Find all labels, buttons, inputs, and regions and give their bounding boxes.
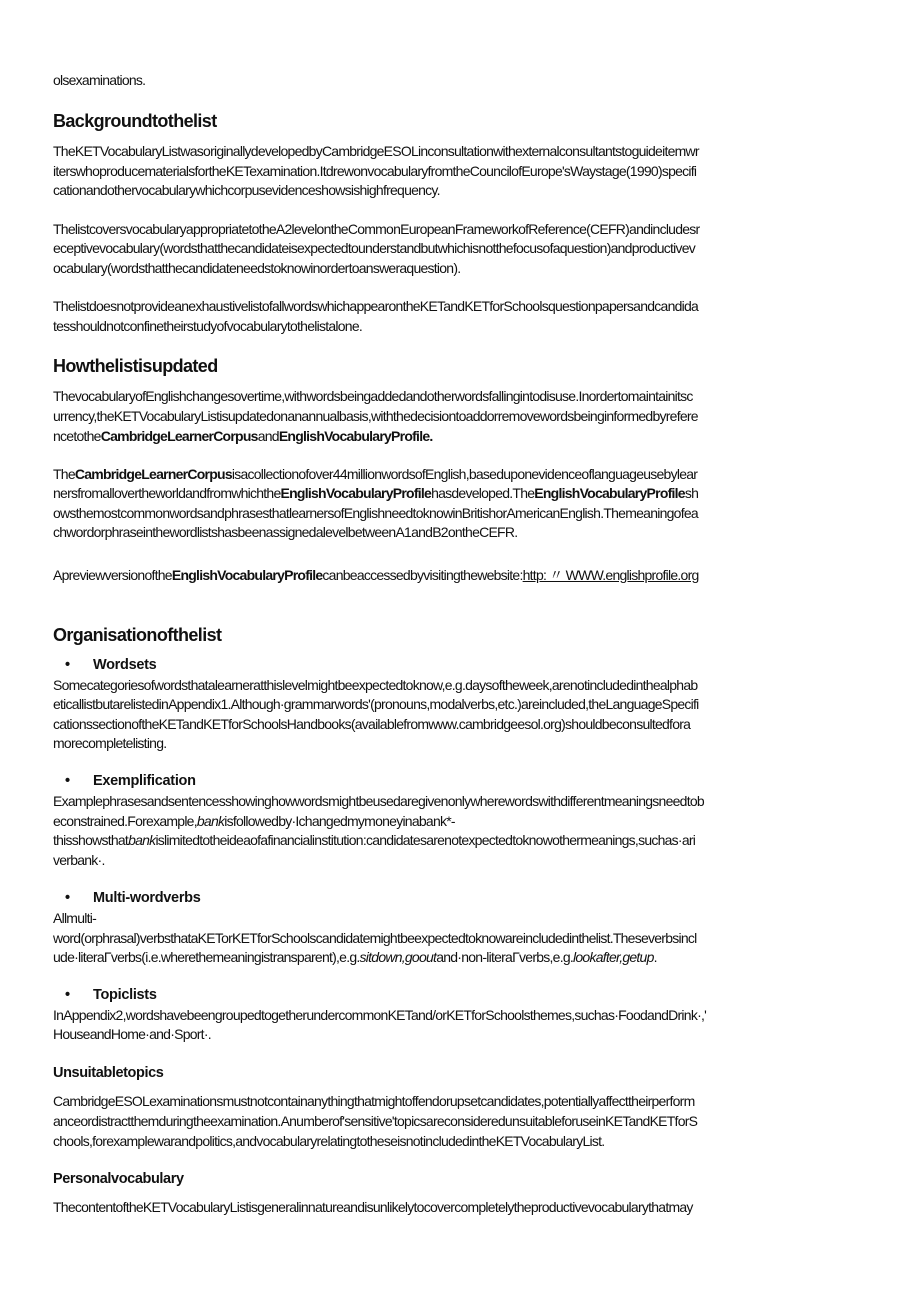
- text-run: tesshouldnotconfinetheirstudyofvocabularytothelistalone.: [53, 318, 363, 334]
- bold-term: CambridgeLearnerCorpus: [74, 466, 232, 482]
- text-run: ocabulary(wordsthatthecandidateneedstoknowinordertoansweraquestion).: [53, 260, 461, 276]
- text-run: sh: [684, 485, 699, 501]
- section-heading: [53, 354, 218, 378]
- text-run: Allmulti-: [53, 910, 97, 926]
- paragraph-line: [53, 296, 698, 316]
- section-heading: [53, 1169, 184, 1189]
- text-run: and: [257, 428, 279, 444]
- paragraph-line: [53, 947, 657, 967]
- paragraph-line: [53, 70, 145, 90]
- paragraph-line: [53, 714, 690, 734]
- paragraph-line: [53, 1024, 211, 1044]
- paragraph-line: [53, 850, 105, 870]
- bullet-icon: •: [65, 657, 70, 673]
- text-run: chwordorphraseinthewordlistshasbeenassignedalevelbetweenA1andB2ontheCEFR.: [53, 524, 518, 540]
- text-run: The: [53, 466, 75, 482]
- text-run: Examplephrasesandsentencesshowinghowwordsmightbeusedaregivenonlywherewordswithdifferentmeaningsneedtob: [53, 793, 704, 809]
- text-run: Multi-wordverbs: [93, 890, 201, 906]
- paragraph-line: [53, 503, 698, 523]
- paragraph-line: [53, 386, 693, 406]
- bold-term: CambridgeLearnerCorpus: [100, 428, 258, 444]
- text-run: CambridgeESOLexaminationsmustnotcontainanythingthatmightoffendorupsetcandidates,potentiallyaffecttheirperform: [53, 1093, 695, 1109]
- italic-term: lookafter,getup: [573, 949, 654, 965]
- section-heading: [53, 1063, 163, 1083]
- text-run: ThelistdoesnotprovideanexhaustivelistofallwordswhichappearontheKETandKETforSchoolsquestionpapersandcandida: [53, 298, 699, 314]
- text-run: Exemplification: [93, 773, 196, 789]
- text-run: iterswhoproducematerialsfortheKETexamination.ItdrewonvocabularyfromtheCouncilofEurope'sWaystage(1990)specifi: [53, 163, 697, 179]
- paragraph-line: [53, 258, 460, 278]
- text-run: Backgroundtothelist: [53, 111, 217, 131]
- text-run: thisshowsthat: [53, 832, 129, 848]
- text-run: Wordsets: [93, 657, 157, 673]
- paragraph-line: [53, 791, 704, 811]
- paragraph-line: [53, 675, 697, 695]
- text-run: hasdeveloped.The: [431, 485, 535, 501]
- text-run: Topiclists: [93, 987, 157, 1003]
- text-run: word(orphrasal)verbsthataKETorKETforSchoolscandidatemightbeexpectedtoknowareincludedinthelist.Theseverbsincl: [53, 930, 697, 946]
- text-run: ThecontentoftheKETVocabularyListisgeneralinnatureandisunlikelytocovercompletelytheproductivevocabularythatmay: [53, 1199, 693, 1215]
- italic-term: bank: [128, 832, 156, 848]
- paragraph-line: [53, 141, 699, 161]
- bold-term: EnglishVocabularyProfile: [171, 567, 323, 583]
- text-run: and·non-literaΓverbs,e.g.: [436, 949, 574, 965]
- text-run: Unsuitabletopics: [53, 1065, 164, 1081]
- paragraph-line: [53, 811, 455, 831]
- text-run: ude·literaΓverbs(i.e.wherethemeaningistransparent),e.g.: [53, 949, 360, 965]
- text-run: Organisationofthelist: [53, 625, 222, 645]
- paragraph-line: [53, 1091, 695, 1111]
- bullet-heading: [53, 655, 156, 675]
- text-run: urrency,theKETVocabularyListisupdatedonanannualbasis,withthedecisiontoaddorremovewordsbeinginformedbyrefere: [53, 408, 698, 424]
- bullet-heading: [53, 888, 200, 908]
- paragraph-line: [53, 406, 698, 426]
- text-run: owsthemostcommonwordsandphrasesthatlearnersofEnglishneedtoknowinBritishorAmericanEnglish.Themeaningofea: [53, 505, 698, 521]
- paragraph-line: [53, 483, 698, 503]
- text-run: verbank·.: [53, 852, 105, 868]
- text-run: ncetothe: [53, 428, 101, 444]
- paragraph-line: [53, 928, 697, 948]
- text-run: ThelistcoversvocabularyappropriatetotheA2levelontheCommonEuropeanFrameworkofReference(CEFR)andincludesr: [53, 221, 700, 237]
- text-run: econstrained.Forexample,: [53, 813, 197, 829]
- text-run: eticallistbutarelistedinAppendix1.Although·grammarwords'(pronouns,modalverbs,etc.)areincluded,theLanguageSpecifi: [53, 696, 699, 712]
- website-link[interactable]: http: 〃 WWW.englishprofile.org: [522, 567, 699, 583]
- text-run: Somecategoriesofwordsthatalearneratthislevelmightbeexpectedtoknow,e.g.daysoftheweek,arenotincludedinthealphab: [53, 677, 698, 693]
- text-run: canbeaccessedbyvisitingthewebsite:: [322, 567, 523, 583]
- text-run: islimitedtotheideaofafinancialinstitution:candidatesarenotexpectedtoknowothermeanings,suchas·ari: [155, 832, 696, 848]
- bold-term: EnglishVocabularyProfile: [280, 485, 432, 501]
- section-heading: [53, 623, 221, 647]
- text-run: nersfromallovertheworldandfromwhichthe: [53, 485, 281, 501]
- paragraph-line: [53, 565, 699, 585]
- bold-term: EnglishVocabularyProfile: [534, 485, 685, 501]
- bullet-heading: [53, 985, 157, 1005]
- text-run: TheKETVocabularyListwasoriginallydevelopedbyCambridgeESOLinconsultationwithexternalconsultantstoguideitemwr: [53, 143, 699, 159]
- paragraph-line: [53, 733, 166, 753]
- text-run: InAppendix2,wordshavebeengroupedtogetherundercommonKETand/orKETforSchoolsthemes,suchas·FoodandDrink·,': [53, 1007, 707, 1023]
- bold-term: EnglishVocabularyProfile.: [278, 428, 433, 444]
- paragraph-line: [53, 1111, 697, 1131]
- text-run: isfollowedby·Ichangedmymoneyinabank*-: [224, 813, 455, 829]
- text-run: cationssectionoftheKETandKETforSchoolsHandbooks(availablefromwww.cambridgeesol.org)shouldbeconsultedfora: [53, 716, 691, 732]
- paragraph-line: [53, 180, 440, 200]
- paragraph-line: [53, 1197, 693, 1217]
- text-run: morecompletelisting.: [53, 735, 167, 751]
- paragraph-line: [53, 316, 362, 336]
- italic-term: bank: [196, 813, 225, 829]
- text-run: eceptivevocabulary(wordsthatthecandidateisexpectedtounderstandbutwhichisnotthefocusofaquestion)andproductivev: [53, 240, 696, 256]
- text-run: Apreviewversionofthe: [53, 567, 172, 583]
- bullet-heading: [53, 771, 196, 791]
- text-run: anceordistractthemduringtheexamination.Anumberof'sensitive'topicsareconsideredunsuitableforuseinKETandKETforS: [53, 1113, 698, 1129]
- bullet-icon: •: [65, 890, 70, 906]
- text-run: Personalvocabulary: [53, 1171, 184, 1187]
- paragraph-line: [53, 908, 96, 928]
- bullet-icon: •: [65, 773, 70, 789]
- text-run: .: [653, 949, 657, 965]
- text-run: ThevocabularyofEnglishchangesovertime,withwordsbeingaddedandotherwordsfallingintodisuse.Inordertomaintainitsc: [53, 388, 693, 404]
- text-run: Howthelistisupdated: [53, 356, 218, 376]
- paragraph-line: [53, 161, 696, 181]
- section-heading: [53, 109, 217, 133]
- text-run: HouseandHome·and·Sport·.: [53, 1026, 211, 1042]
- paragraph-line: [53, 1005, 706, 1025]
- text-run: olsexaminations.: [53, 72, 146, 88]
- paragraph-line: [53, 522, 517, 542]
- text-run: chools,forexamplewarandpolitics,andvocabularyrelatingtotheseisnotincludedintheKETVocabularyList.: [53, 1133, 605, 1149]
- paragraph-line: [53, 464, 697, 484]
- paragraph-line: [53, 238, 695, 258]
- paragraph-line: [53, 1131, 604, 1151]
- paragraph-line: [53, 830, 695, 850]
- text-run: isacollectionofover44millionwordsofEnglish,baseduponevidenceoflanguageusebylear: [231, 466, 698, 482]
- paragraph-line: [53, 426, 433, 446]
- paragraph-line: [53, 694, 699, 714]
- text-run: cationandothervocabularywhichcorpusevidenceshowsishighfrequency.: [53, 182, 440, 198]
- italic-term: sitdown,goout: [359, 949, 437, 965]
- paragraph-line: [53, 219, 699, 239]
- bullet-icon: •: [65, 987, 70, 1003]
